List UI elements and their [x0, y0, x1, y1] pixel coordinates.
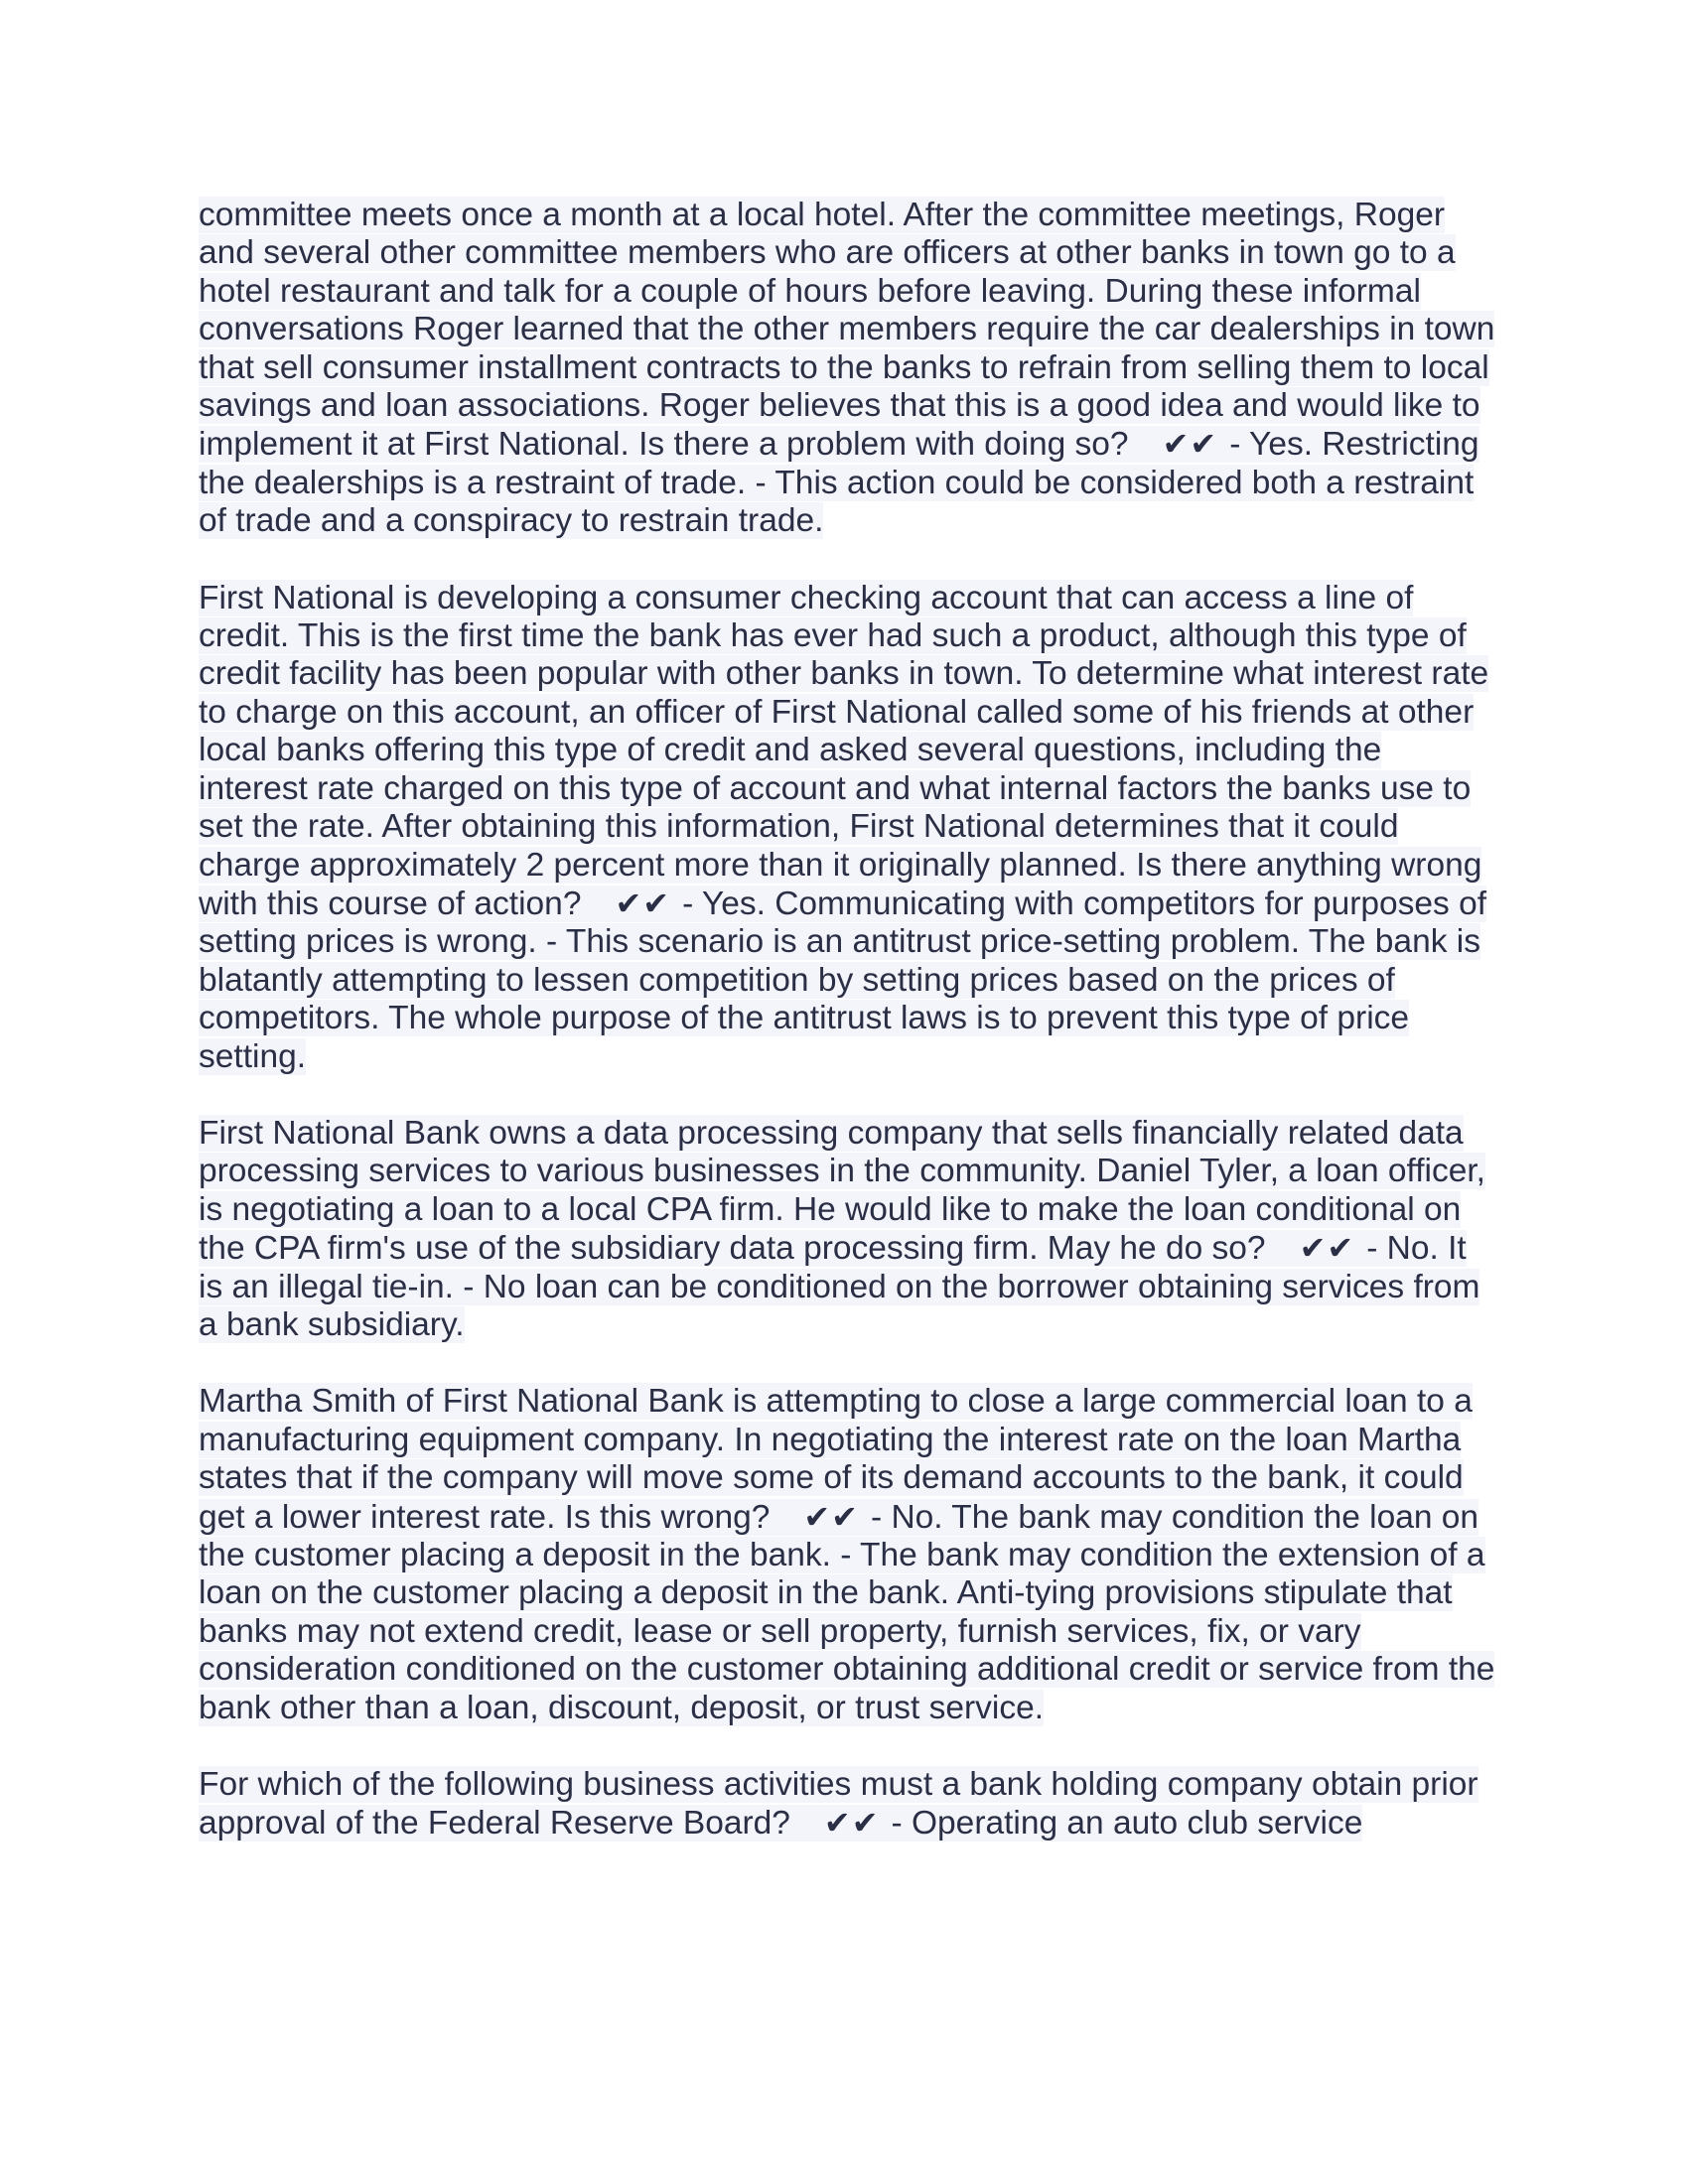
- double-check-icon: ✔✔: [823, 1804, 880, 1843]
- double-check-icon: ✔✔: [615, 884, 671, 922]
- question-text: First National is developing a consumer checking account that can access a line of credit. This is the first time the bank has ever had such a product, although this type of credit facility has been popular with other banks in town. To determine what interest rate to charge on this account, an officer of First National called some of his friends at other local banks offering this type of credit and asked several questions, including the interest rate charged on this type of account and what internal factors the banks use to set the rate. After obtaining this information, First National determines that it could charge approximately 2 percent more than it originally planned. Is there anything wrong with this course of action?: [199, 579, 1489, 922]
- answer-text: - Yes. Communicating with competitors for purposes of setting prices is wrong. - This scenario is an antitrust price-setting problem. The bank is blatantly attempting to lessen competition by setting prices based on the prices of competitors. The whole purpose of the antitrust laws is to prevent this type of price setting.: [199, 885, 1487, 1075]
- document-page: [199, 197, 1499, 1882]
- double-check-icon: ✔✔: [803, 1497, 859, 1536]
- qa-entry: [199, 1115, 1499, 1344]
- question-text: First National Bank owns a data processing company that sells financially related data processing services to various businesses in the community. Daniel Tyler, a loan officer, is negotiating a loan to a local CPA firm. He would like to make the loan conditional on the CPA firm's use of the subsidiary data processing firm. May he do so?: [199, 1114, 1485, 1268]
- answer-text: - No. The bank may condition the loan on the customer placing a deposit in the bank. - The bank may condition the extension of a loan on the customer placing a deposit in the bank. Anti-tying provisions stipulate that banks may not extend credit, lease or sell property, furnish services, fix, or vary consideration conditioned on the customer obtaining additional credit or service from the bank other than a loan, discount, deposit, or trust service.: [199, 1498, 1495, 1726]
- answer-text: - Operating an auto club service: [891, 1805, 1363, 1843]
- qa-entry: [199, 197, 1499, 541]
- answer-text: - Yes. Restricting the dealerships is a restraint of trade. - This action could be considered both a restraint of trade and a conspiracy to restrain trade.: [199, 426, 1479, 540]
- double-check-icon: ✔✔: [1299, 1229, 1355, 1268]
- qa-entry: [199, 1383, 1499, 1727]
- qa-entry: [199, 1766, 1499, 1843]
- question-text: For which of the following business activities must a bank holding company obtain prior approval of the Federal Reserve Board?: [199, 1766, 1478, 1843]
- question-text: committee meets once a month at a local hotel. After the committee meetings, Roger and several other committee members who are officers at other banks in town go to a hotel restaurant and talk for a couple of hours before leaving. During these informal conversations Roger learned that the other members require the car dealerships in town that sell consumer installment contracts to the banks to refrain from selling them to local savings and loan associations. Roger believes that this is a good idea and would like to implement it at First National. Is there a problem with doing so?: [199, 197, 1495, 464]
- answer-text: - No. It is an illegal tie-in. - No loan can be conditioned on the borrower obtaining services from a bank subsidiary.: [199, 1230, 1480, 1343]
- question-text: Martha Smith of First National Bank is attempting to close a large commercial loan to a manufacturing equipment company. In negotiating the interest rate on the loan Martha states that if the company will move some of its demand accounts to the bank, it could get a lower interest rate. Is this wrong?: [199, 1383, 1473, 1536]
- double-check-icon: ✔✔: [1162, 425, 1218, 464]
- qa-entry: [199, 580, 1499, 1076]
